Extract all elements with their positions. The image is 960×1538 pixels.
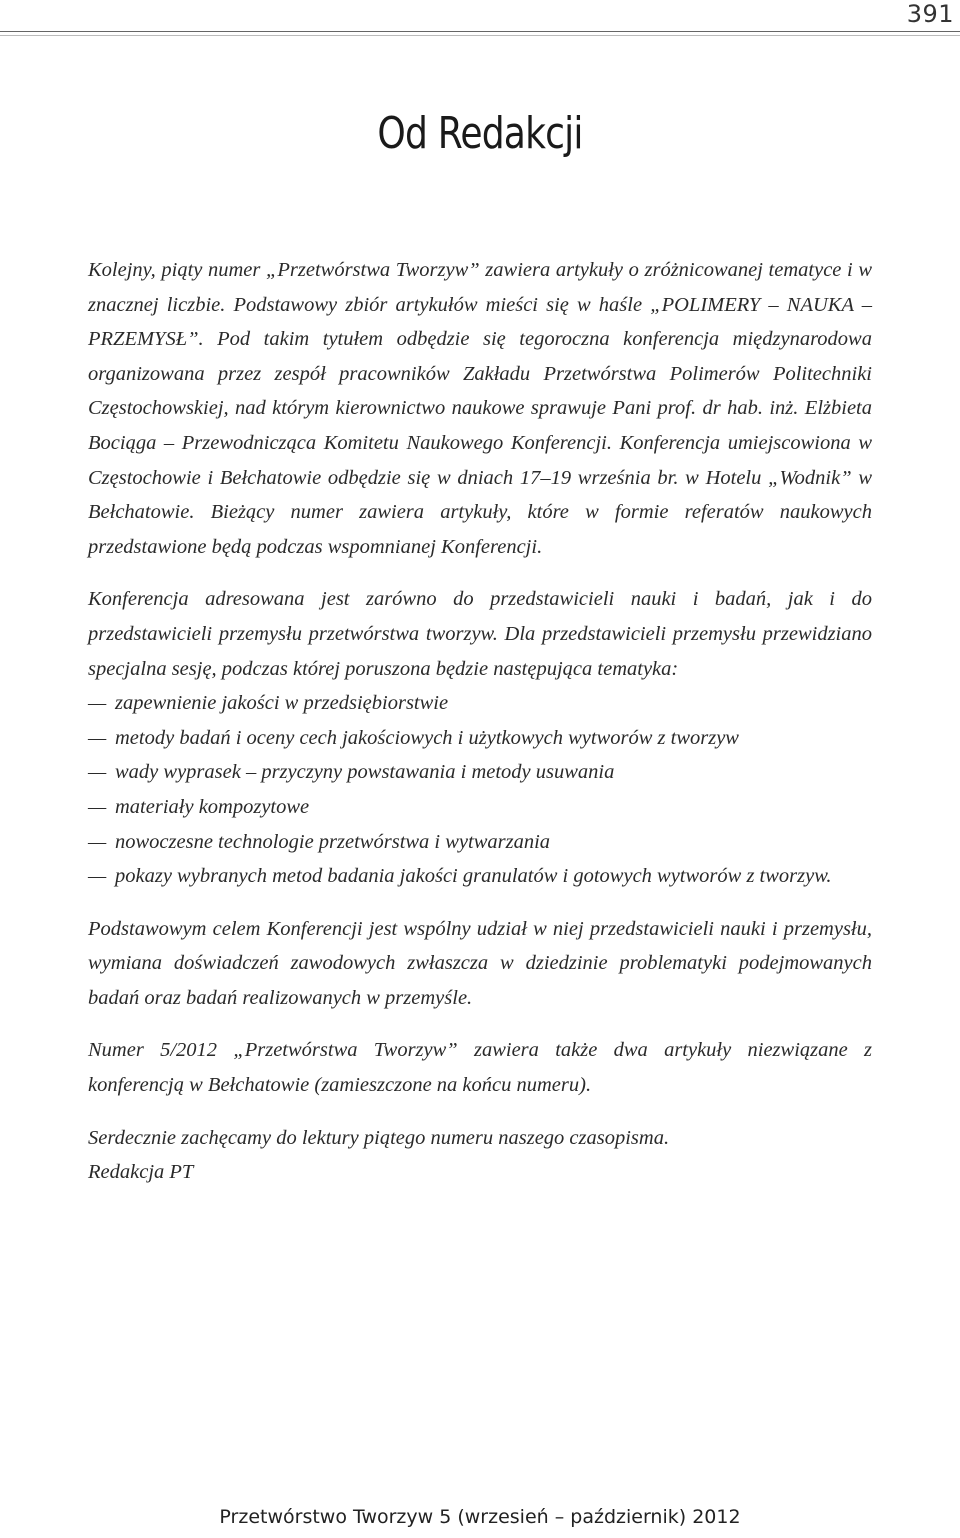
topic-list — [88, 686, 872, 894]
header-rule-secondary — [0, 35, 960, 36]
list-item: — pokazy wybranych metod badania jakości granulatów i gotowych wytworów z tworzyw. — [88, 859, 872, 894]
list-item: — nowoczesne technologie przetwórstwa i wytwarzania — [88, 825, 872, 860]
dash-marker: — — [88, 795, 107, 818]
dash-marker: — — [88, 830, 107, 853]
journal-footer: Przetwórstwo Tworzyw 5 (wrzesień – październik) 2012 — [219, 1506, 741, 1528]
list-item: — materiały kompozytowe — [88, 790, 872, 825]
paragraph-intro: Kolejny, piąty numer „Przetwórstwa Tworzyw” zawiera artykuły o zróżnicowanej tematyce i w znacznej liczbie. Podstawowy zbiór artykułów mieści się w haśle „POLIMERY – NAUKA – PRZEMYSŁ”. Pod takim tytułem odbędzie się tegoroczna konferencja międzynarodowa organizowana przez zespół pracowników Zakładu Przetwórstwa Polimerów Politechniki Częstochowskiej, nad którym kierownictwo naukowe sprawuje Pani prof. dr hab. inż. Elżbieta Bociąga – Przewodnicząca Komitetu Naukowego Konferencji. Konferencja umiejscowiona w Częstochowie i Bełchatowie odbędzie się w dniach 17–19 września br. w Hotelu „Wodnik” w Bełchatowie. Bieżący numer zawiera artykuły, które w formie referatów naukowych przedstawione będą podczas wspomnianej Konferencji. — [88, 259, 872, 558]
signature: Redakcja PT — [88, 1161, 194, 1184]
dash-marker: — — [88, 865, 107, 888]
page-number: 391 — [906, 0, 954, 28]
dash-marker: — — [88, 761, 107, 784]
paragraph-conference-goal: Podstawowym celem Konferencji jest wspólny udział w niej przedstawicieli nauki i przemysłu, wymiana doświadczeń zawodowych zwłaszcza w dziedzinie problematyki podejmowanych badań oraz badań realizowanych w przemyśle. — [88, 917, 872, 1009]
dash-marker: — — [88, 692, 107, 715]
article-body — [88, 253, 872, 1190]
header-rule — [0, 31, 960, 32]
list-item: — zapewnienie jakości w przedsiębiorstwie — [88, 686, 872, 721]
paragraph-issue-note: Numer 5/2012 „Przetwórstwa Tworzyw” zawiera także dwa artykuły niezwiązane z konferencją w Bełchatowie (zamieszczone na końcu numeru). — [88, 1039, 872, 1097]
page-title: Od Redakcji — [377, 108, 583, 159]
dash-marker: — — [88, 726, 107, 749]
paragraph-conference-audience: Konferencja adresowana jest zarówno do przedstawicieli nauki i badań, jak i do przedstawicieli przemysłu przetwórstwa tworzyw. Dla przedstawicieli przemysłu przewidziano specjalna sesję, podczas której poruszona będzie następująca tematyka: — [88, 588, 872, 680]
list-item: — metody badań i oceny cech jakościowych i użytkowych wytworów z tworzyw — [88, 721, 872, 756]
paragraph-invitation: Serdecznie zachęcamy do lektury piątego numeru naszego czasopisma. — [88, 1126, 670, 1149]
list-item: — wady wyprasek – przyczyny powstawania i metody usuwania — [88, 755, 872, 790]
